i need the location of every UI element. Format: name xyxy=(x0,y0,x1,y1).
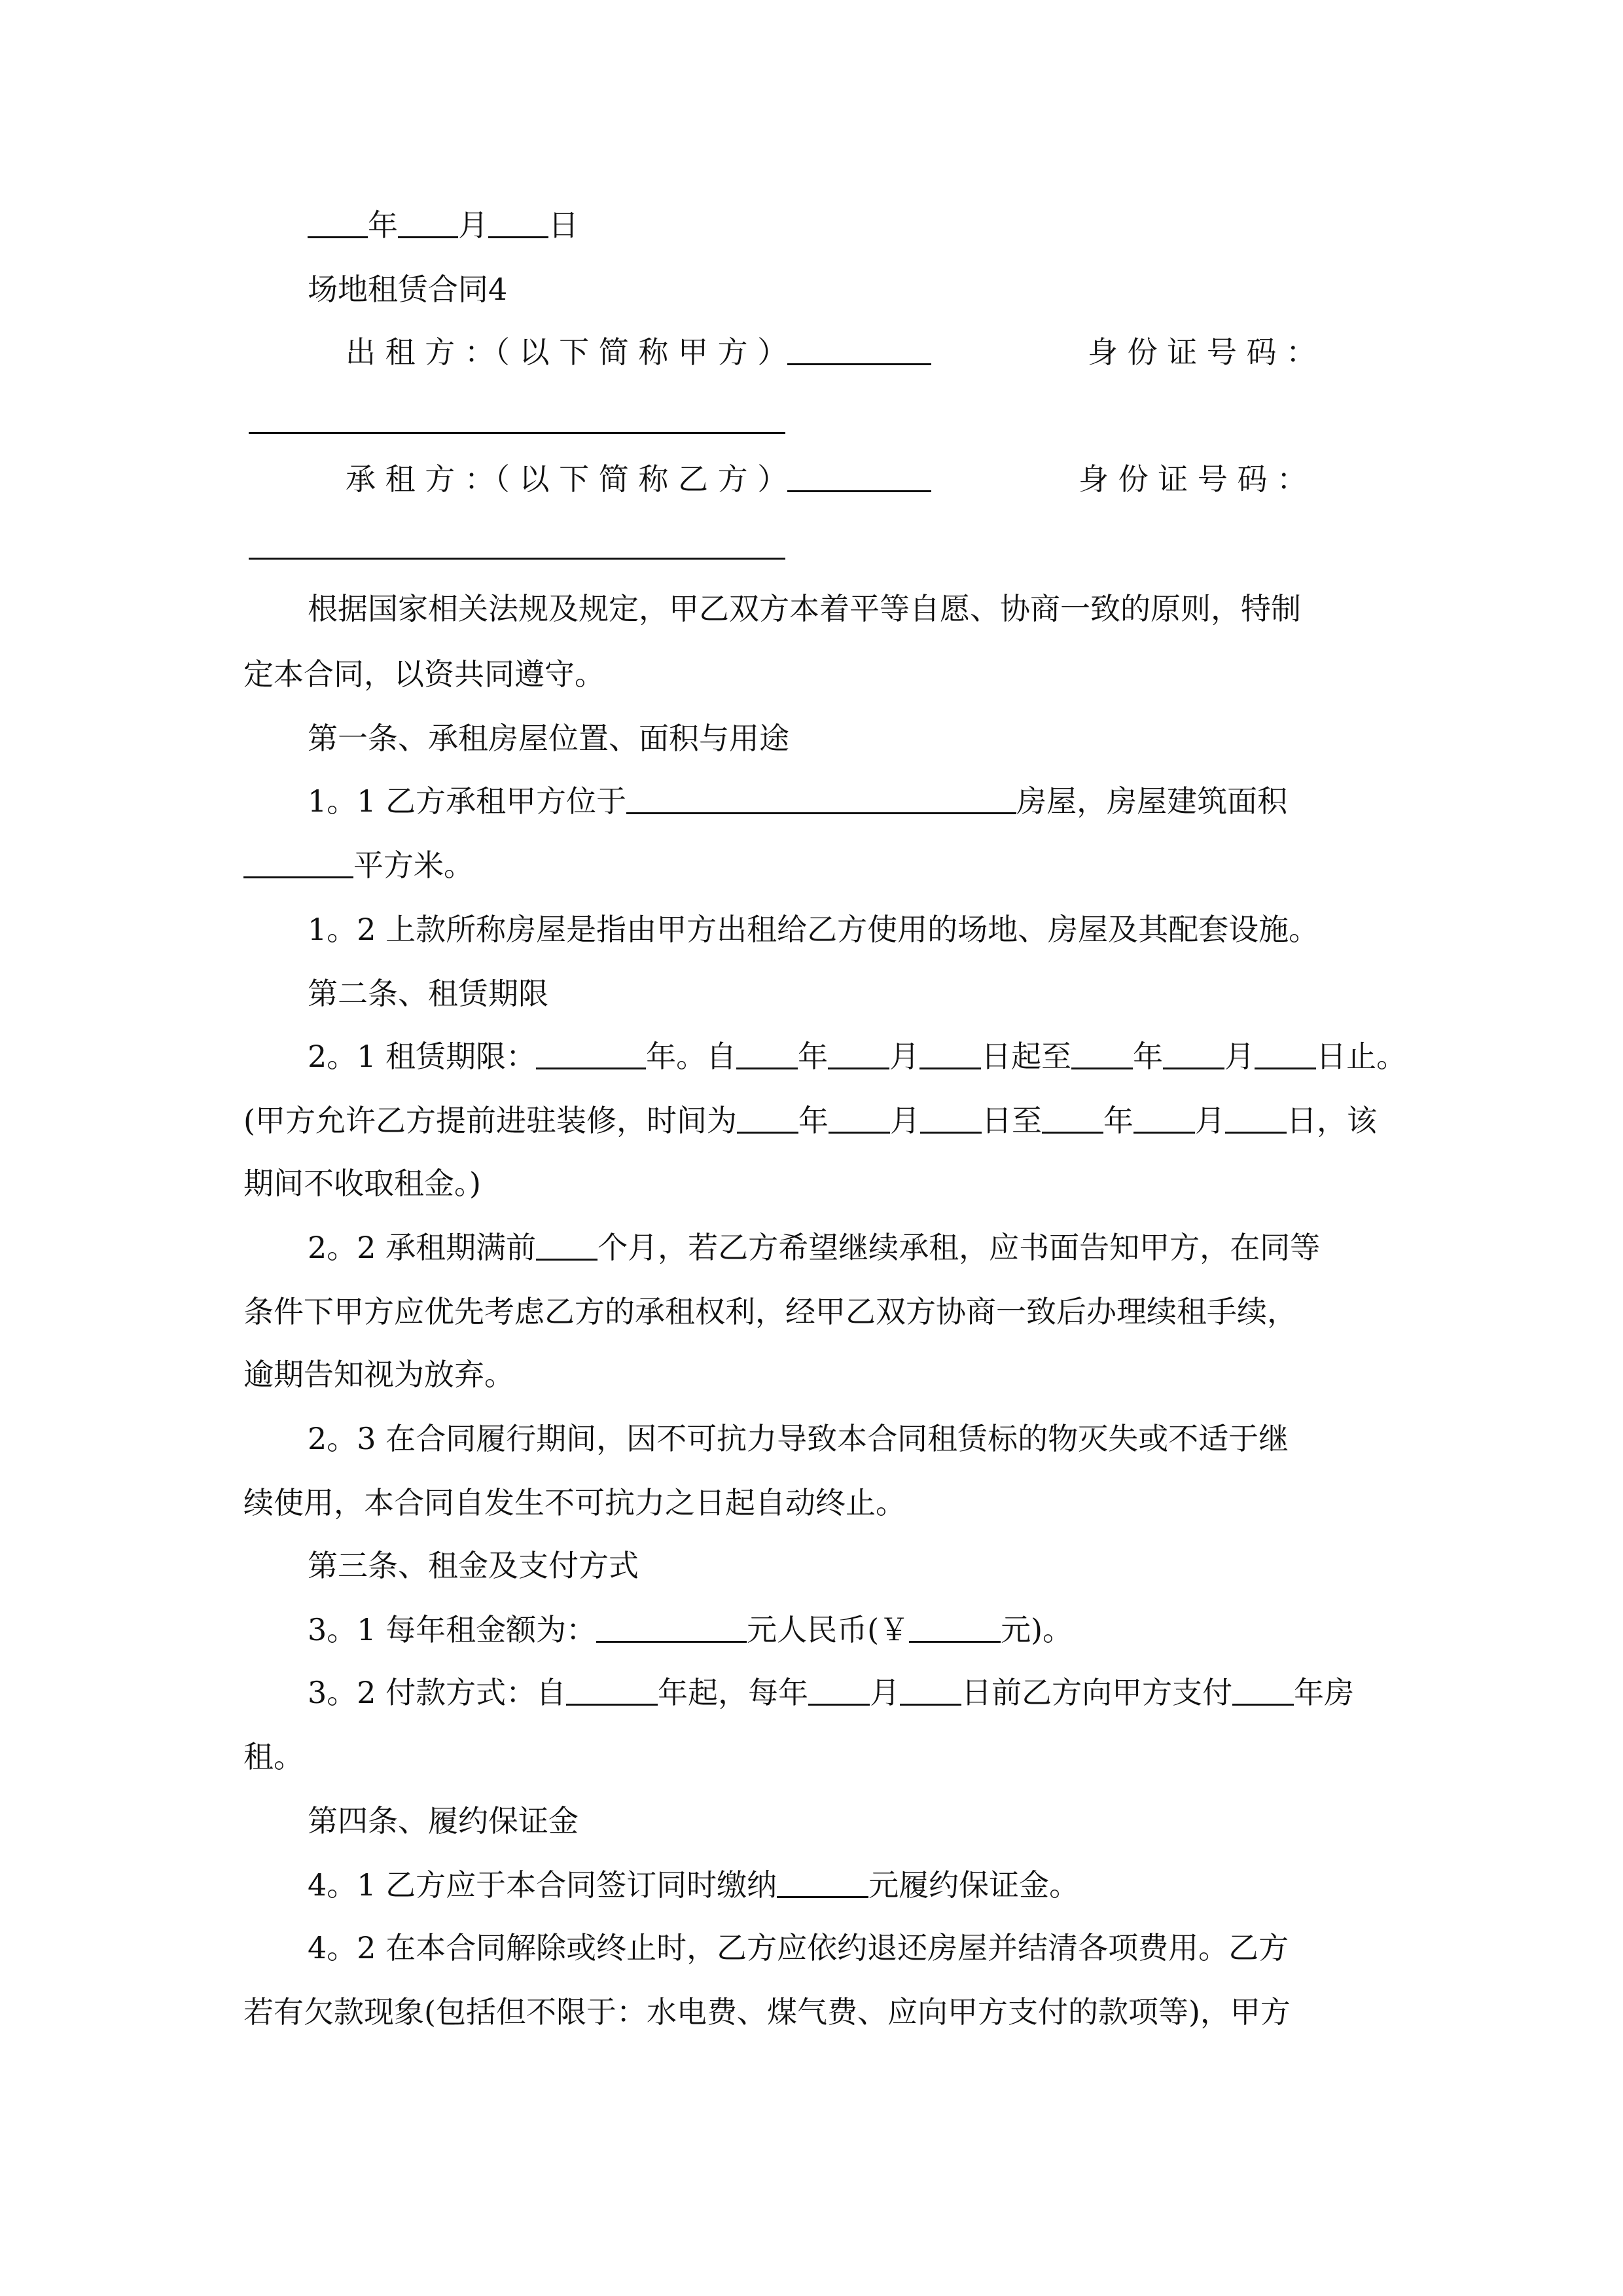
blank-fit-end-year xyxy=(1042,1103,1103,1134)
clause-3-2-end: 年房 xyxy=(1294,1675,1355,1710)
blank-pay-years xyxy=(1232,1675,1294,1706)
clause-2-1 xyxy=(308,1037,1406,1076)
clause-3-2 xyxy=(308,1673,1354,1712)
blank-start-month xyxy=(828,1039,889,1069)
lessee-line xyxy=(346,459,931,499)
article-3-title: 第三条、租金及支付方式 xyxy=(308,1548,639,1583)
blank-lessee-id xyxy=(249,558,785,560)
clause-2-1-from: 日起至 xyxy=(981,1039,1072,1074)
clause-3-1-prefix: 3。1 每年租金额为： xyxy=(308,1612,597,1647)
blank-fit-end-month xyxy=(1133,1103,1195,1134)
clause-1-1-line-2 xyxy=(243,846,474,885)
lessor-id-label: 身 份 证 号 码 ： xyxy=(1088,334,1317,370)
clause-1-1-middle: 房屋，房屋建筑面积 xyxy=(1016,783,1288,819)
clause-2-2-suffix: 个月，若乙方希望继续承租，应书面告知甲方，在同等 xyxy=(597,1230,1321,1265)
article-1-title: 第一条、承租房屋位置、面积与用途 xyxy=(308,721,789,756)
article-2-title: 第二条、租赁期限 xyxy=(308,976,548,1011)
clause-2-1-line-3: 期间不收取租金。) xyxy=(243,1166,481,1201)
clause-2-1-l2-y2: 年 xyxy=(1103,1103,1133,1138)
clause-2-1-m2: 月 xyxy=(1224,1039,1255,1074)
clause-2-1-year: 年。自 xyxy=(646,1039,737,1074)
intro-line-1: 根据国家相关法规及规定，甲乙双方本着平等自愿、协商一致的原则，特制 xyxy=(308,591,1301,626)
clause-2-1-y2: 年 xyxy=(1133,1039,1164,1074)
clause-2-2-prefix: 2。2 承租期满前 xyxy=(308,1230,537,1265)
clause-2-1-l2-prefix: (甲方允许乙方提前进驻装修，时间为 xyxy=(243,1103,737,1138)
clause-2-1-l2-to: 日至 xyxy=(981,1103,1042,1138)
clause-1-2: 1。2 上款所称房屋是指由甲方出租给乙方使用的场地、房屋及其配套设施。 xyxy=(308,912,1319,947)
clause-3-1-middle: 元人民币(￥ xyxy=(747,1612,910,1647)
blank-year xyxy=(308,207,368,238)
blank-lessee-name xyxy=(787,461,931,492)
clause-3-2-middle: 年起，每年 xyxy=(658,1675,809,1710)
clause-2-1-l2-y1: 年 xyxy=(798,1103,829,1138)
clause-2-1-l2-m1: 月 xyxy=(889,1103,920,1138)
date-day-label: 日 xyxy=(548,207,579,243)
blank-pay-day xyxy=(900,1675,961,1706)
blank-lessor-id xyxy=(249,432,785,434)
lessee-id-label: 身 份 证 号 码 ： xyxy=(1079,461,1308,497)
blank-annual-rent-figure xyxy=(909,1612,1001,1643)
clause-3-2-month: 月 xyxy=(870,1675,901,1710)
date-month-label: 月 xyxy=(458,207,488,243)
clause-4-2-line-2: 若有欠款现象(包括但不限于：水电费、煤气费、应向甲方支付的款项等)，甲方 xyxy=(243,1994,1291,2030)
clause-2-2 xyxy=(308,1228,1320,1267)
blank-fit-end-day xyxy=(1225,1103,1287,1134)
clause-3-1-end: 元)。 xyxy=(1001,1612,1073,1647)
clause-3-2-line-2: 租。 xyxy=(243,1739,304,1774)
clause-2-1-end: 日止。 xyxy=(1316,1039,1407,1074)
clause-1-1-prefix: 1。1 乙方承租甲方位于 xyxy=(308,783,627,819)
blank-deposit xyxy=(777,1867,868,1898)
clause-2-1-y1: 年 xyxy=(798,1039,829,1074)
blank-end-month xyxy=(1163,1039,1224,1069)
clause-2-2-line-2: 条件下甲方应优先考虑乙方的承租权利，经甲乙双方协商一致后办理续租手续， xyxy=(243,1294,1297,1329)
blank-fit-start-day xyxy=(920,1103,982,1134)
contract-title: 场地租赁合同4 xyxy=(308,272,508,307)
clause-4-2-line-1: 4。2 在本合同解除或终止时，乙方应依约退还房屋并结清各项费用。乙方 xyxy=(308,1930,1289,1965)
blank-day xyxy=(488,207,548,238)
clause-1-1 xyxy=(308,781,1287,821)
clause-3-2-day: 日前乙方向甲方支付 xyxy=(961,1675,1233,1710)
blank-location xyxy=(626,783,1016,814)
clause-2-1-l2-m2: 月 xyxy=(1194,1103,1225,1138)
blank-start-year xyxy=(736,1039,798,1069)
blank-pay-month xyxy=(808,1675,870,1706)
article-4-title: 第四条、履约保证金 xyxy=(308,1803,579,1839)
clause-2-3-line-2: 续使用，本合同自发生不可抗力之日起自动终止。 xyxy=(243,1485,906,1520)
blank-term-years xyxy=(536,1039,646,1069)
blank-fit-start-month xyxy=(829,1103,890,1134)
blank-area xyxy=(243,848,353,878)
clause-1-1-suffix: 平方米。 xyxy=(353,848,474,883)
clause-2-1-l2-end: 日，该 xyxy=(1286,1103,1377,1138)
clause-2-1-label: 2。1 租赁期限： xyxy=(308,1039,537,1074)
clause-3-1 xyxy=(308,1610,1073,1649)
blank-fit-start-year xyxy=(737,1103,798,1134)
clause-4-1-prefix: 4。1 乙方应于本合同签订同时缴纳 xyxy=(308,1867,777,1903)
blank-end-year xyxy=(1071,1039,1133,1069)
clause-2-3-line-1: 2。3 在合同履行期间，因不可抗力导致本合同租赁标的物灭失或不适于继 xyxy=(308,1421,1289,1456)
clause-4-1-suffix: 元履约保证金。 xyxy=(868,1867,1080,1903)
clause-2-1-line-2 xyxy=(243,1101,1377,1140)
clause-3-2-prefix: 3。2 付款方式：自 xyxy=(308,1675,567,1710)
blank-pay-start-year xyxy=(566,1675,658,1706)
intro-line-2: 定本合同，以资共同遵守。 xyxy=(243,656,605,692)
clause-2-1-m1: 月 xyxy=(889,1039,920,1074)
clause-2-2-line-3: 逾期告知视为放弃。 xyxy=(243,1357,514,1392)
blank-start-day xyxy=(919,1039,981,1069)
lessor-line xyxy=(346,332,931,372)
clause-4-1 xyxy=(308,1865,1079,1905)
blank-end-day xyxy=(1255,1039,1316,1069)
date-year-label: 年 xyxy=(368,207,398,243)
blank-lessor-name xyxy=(787,334,931,365)
blank-notice-months xyxy=(536,1230,597,1261)
lessee-label: 承 租 方 ：（ 以 下 简 称 乙 方 ） xyxy=(346,461,788,497)
date-line xyxy=(308,206,579,245)
lessor-label: 出 租 方 ：（ 以 下 简 称 甲 方 ） xyxy=(346,334,788,370)
blank-annual-rent xyxy=(596,1612,747,1643)
blank-month xyxy=(398,207,458,238)
